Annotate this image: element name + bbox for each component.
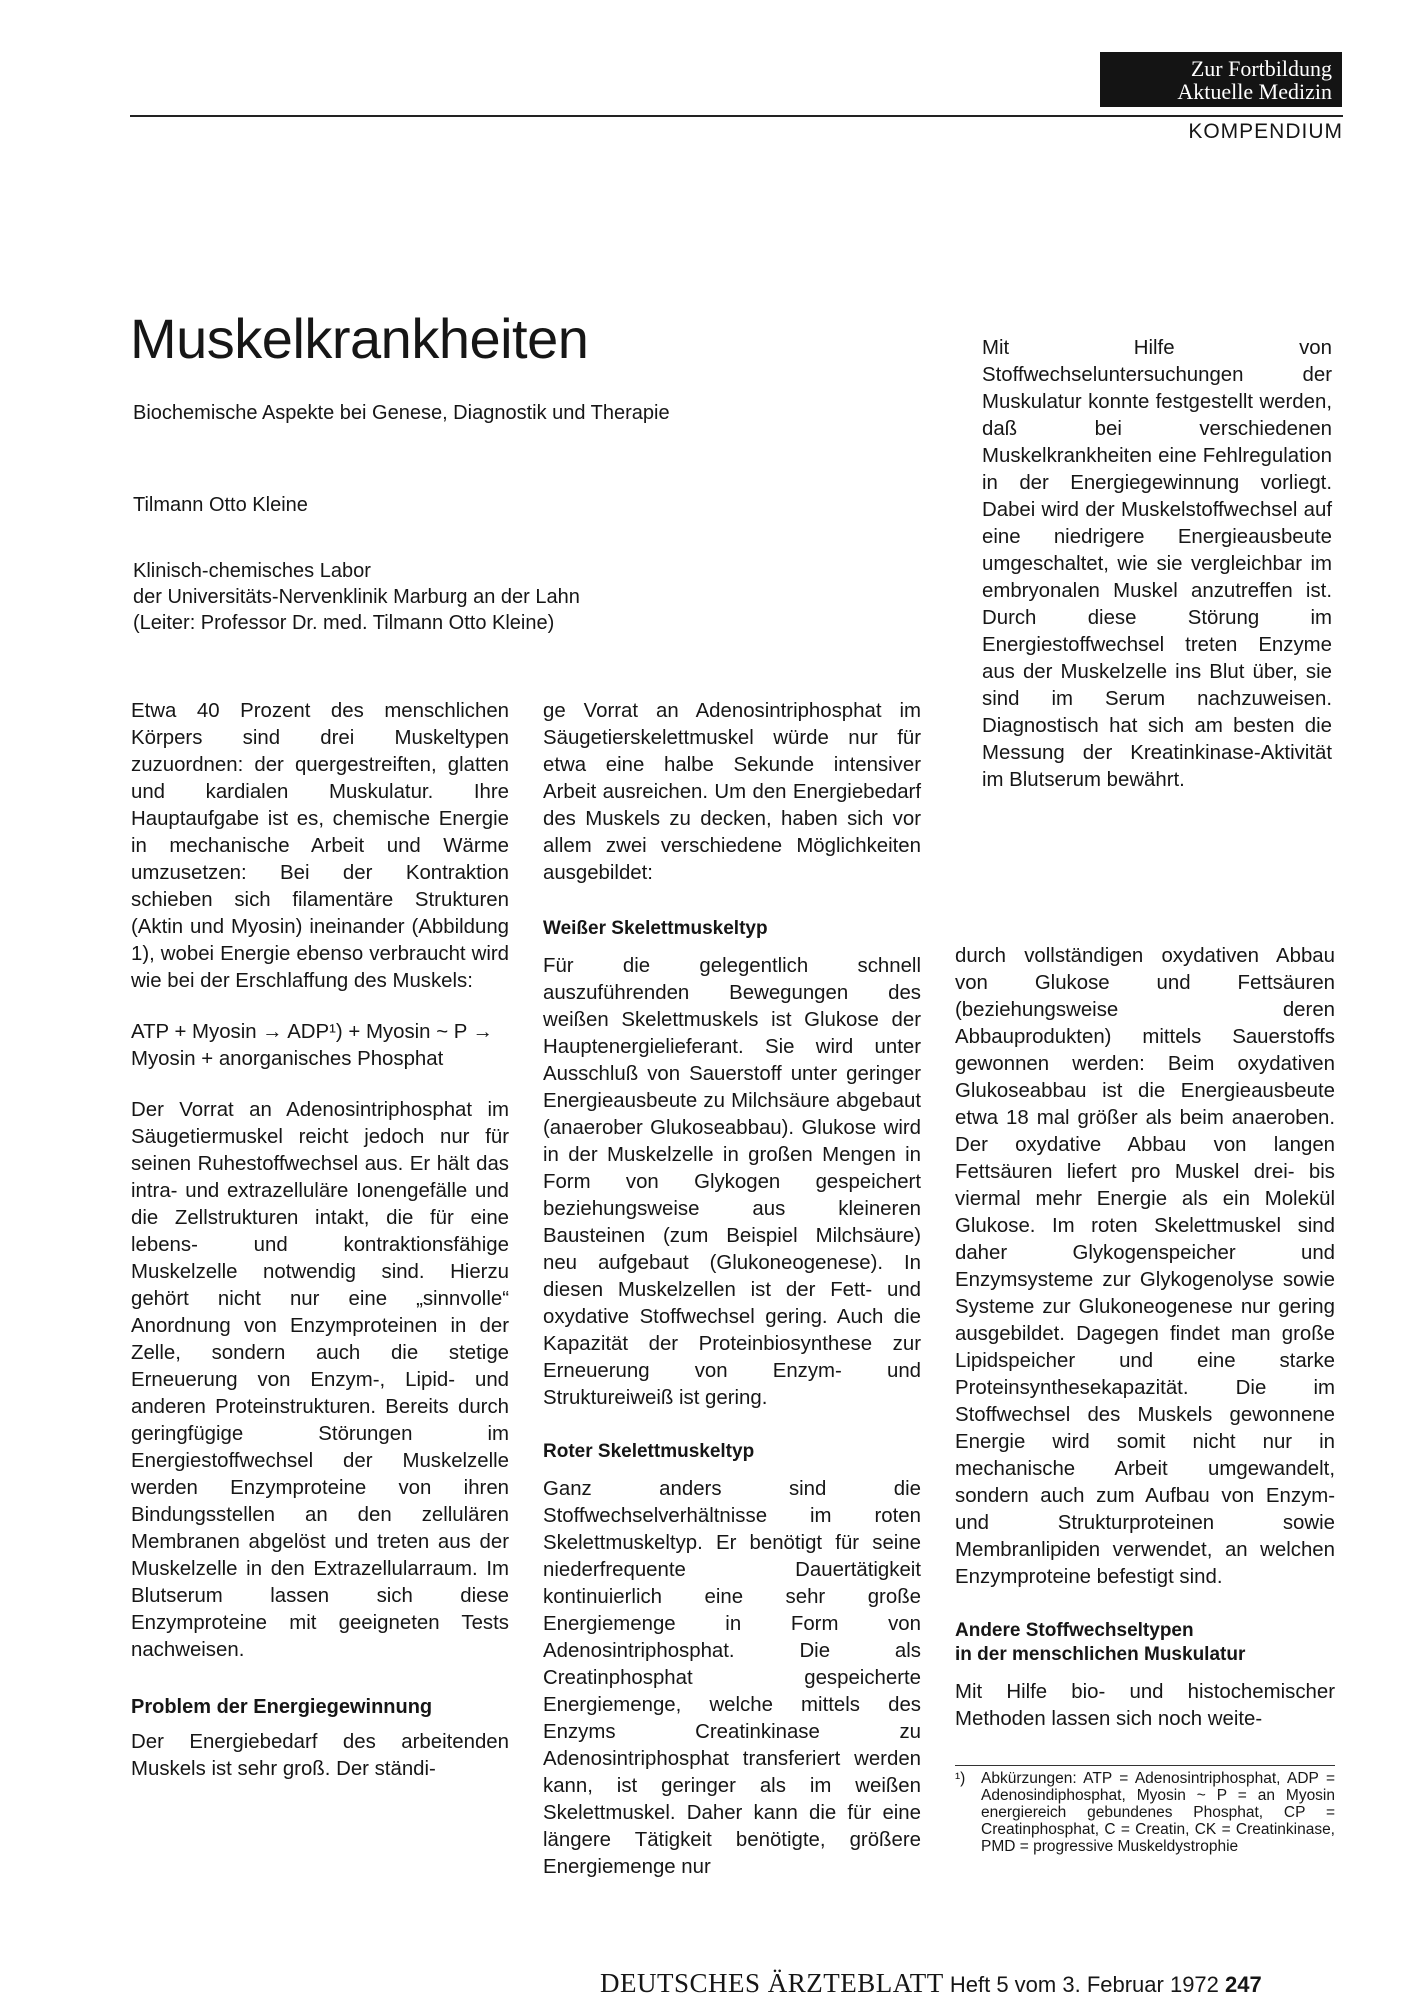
heading-line: in der menschlichen Muskulatur xyxy=(955,1644,1246,1665)
reaction-formula: ATP + Myosin → ADP¹) + Myosin ~ P → Myosin + anorganisches Phosphat xyxy=(131,1021,494,1070)
article-title: Muskelkrankheiten xyxy=(130,307,589,370)
lead-paragraph: Mit Hilfe von Stoffwechseluntersuchungen der Muskulatur konnte festgestellt werden, daß bei verschiedenen Muskelkrankheiten eine Fehlregulation in der Energiegewinnung vorliegt. Dabei wird der Muskelstoffwechsel auf eine niedrigere Energieausbeute umgeschaltet, wie sie vergleichbar im embryonalen Muskel anzutreffen ist. Durch diese Störung im Energiestoffwechsel treten Enzyme aus der Muskelzelle ins Blut über, sie sind im Serum nachzuweisen. Diagnostisch hat sich am besten die Messung der Kreatinkinase-Aktivität im Blutserum bewährt. xyxy=(982,337,1332,791)
section-heading: Weißer Skelettmuskeltyp xyxy=(543,918,768,939)
affiliation-line: (Leiter: Professor Dr. med. Tilmann Otto Kleine) xyxy=(133,612,555,634)
affiliation-line: der Universitäts-Nervenklinik Marburg an der Lahn xyxy=(133,586,580,608)
footnote-rule xyxy=(955,1765,1335,1766)
footnote xyxy=(955,1770,1335,1855)
footnote-mark: ¹) xyxy=(955,1770,966,1787)
text-column-2 xyxy=(543,698,921,1905)
section-heading: Roter Skelettmuskeltyp xyxy=(543,1441,755,1462)
affiliation-line: Klinisch-chemisches Labor xyxy=(133,560,371,582)
body-paragraph: Der Energiebedarf des arbeitenden Muskels ist sehr groß. Der ständi- xyxy=(131,1731,509,1780)
page-number: 247 xyxy=(1225,1972,1262,1997)
issue-info: Heft 5 vom 3. Februar 1972 xyxy=(949,1972,1219,1997)
footnote-text: Abkürzungen: ATP = Adenosintriphosphat, ADP = Adenosindiphosphat, Myosin ~ P = an Myosin energiereich gebundenes Phosphat, CP = Creatinphosphat, C = Creatin, CK = Creatinkinase, PMD = progressive Muskeldystrophie xyxy=(981,1770,1335,1855)
journal-name: DEUTSCHES ÄRZTEBLATT xyxy=(600,1968,944,1998)
body-paragraph: Mit Hilfe bio- und histochemischer Methoden lassen sich noch weite- xyxy=(955,1681,1335,1730)
section-label: KOMPENDIUM xyxy=(1188,120,1343,143)
page-footer xyxy=(600,1968,1345,1999)
header-rule xyxy=(130,115,1343,117)
text-column-3 xyxy=(955,943,1335,1757)
article-author: Tilmann Otto Kleine xyxy=(133,494,308,516)
section-badge xyxy=(1100,52,1342,107)
badge-line-2: Aktuelle Medizin xyxy=(1177,79,1332,104)
body-paragraph: Für die gelegentlich schnell auszuführenden Bewegungen des weißen Skelettmuskels ist Glukose der Hauptenergielieferant. Sie wird unter Ausschluß von Sauerstoff unter geringer Energieausbeute zu Milchsäure abgebaut (anaerober Glukoseabbau). Glukose wird in der Muskelzelle in großen Mengen in Form von Glykogen gespeichert beziehungsweise aus kleineren Bausteinen (zum Beispiel Milchsäure) neu aufgebaut (Glukoneogenese). In diesen Muskelzellen ist der Fett- und oxydative Stoffwechsel gering. Auch die Kapazität der Proteinbiosynthese zur Erneuerung von Enzym- und Struktureiweiß ist gering. xyxy=(543,955,921,1409)
body-paragraph: Ganz anders sind die Stoffwechselverhältnisse im roten Skelettmuskeltyp. Er benötigt für seine niederfrequente Dauertätigkeit kontinuierlich eine sehr große Energiemenge in Form von Adenosintriphosphat. Die als Creatinphosphat gespeicherte Energiemenge, welche mittels des Enzyms Creatinkinase zu Adenosintriphosphat transferiert werden kann, ist geringer als im weißen Skelettmuskel. Daher kann die für eine längere Tätigkeit benötigte, größere Energiemenge nur xyxy=(543,1478,921,1878)
text-column-1 xyxy=(131,698,509,1807)
section-heading xyxy=(955,1619,1335,1667)
body-paragraph: Etwa 40 Prozent des menschlichen Körpers sind drei Muskeltypen zuzuordnen: der quergestreiften, glatten und kardialen Muskulatur. Ihre Hauptaufgabe ist es, chemische Energie in mechanische Arbeit und Wärme umzusetzen: Bei der Kontraktion schieben sich filamentäre Strukturen (Aktin und Myosin) ineinander (Abbildung 1), wobei Energie ebenso verbraucht wird wie bei der Erschlaffung des Muskels: xyxy=(131,700,509,992)
lead-summary xyxy=(982,335,1332,818)
author-affiliation xyxy=(133,558,580,636)
badge-line-1: Zur Fortbildung xyxy=(1190,56,1332,81)
body-paragraph: durch vollständigen oxydativen Abbau von Glukose und Fettsäuren (beziehungsweise deren Abbauprodukten) mittels Sauerstoffs gewonnen werden: Beim oxydativen Glukoseabbau ist die Energieausbeute etwa 18 mal größer als beim anaeroben. Der oxydative Abbau von langen Fettsäuren liefert pro Muskel drei- bis viermal mehr Energie als ein Molekül Glukose. Im roten Skelettmuskel sind daher Glykogenspeicher und Enzymsysteme zur Glykogenolyse sowie Systeme zur Glukoneogenese nur gering ausgebildet. Dagegen findet man große Lipidspeicher und eine starke Proteinsynthesekapazität. Die im Stoffwechsel des Muskels gewonnene Energie wird somit nicht nur in mechanische Arbeit umgewandelt, sondern auch zum Aufbau von Enzym- und Strukturproteinen sowie Membranlipiden verwendet, an welchen Enzymproteine befestigt sind. xyxy=(955,945,1335,1588)
body-paragraph: Der Vorrat an Adenosintriphosphat im Säugetiermuskel reicht jedoch nur für seinen Ruhestoffwechsel aus. Er hält das intra- und extrazelluläre Ionengefälle und die Zellstrukturen intakt, die für eine lebens- und kontraktionsfähige Muskelzelle notwendig sind. Hierzu gehört nicht nur eine „sinnvolle“ Anordnung von Enzymproteinen in der Zelle, sondern auch die stetige Erneuerung von Enzym-, Lipid- und anderen Proteinstrukturen. Bereits durch geringfügige Störungen im Energiestoffwechsel der Muskelzelle werden Enzymproteine von ihren Bindungsstellen an den zellulären Membranen abgelöst und treten aus der Muskelzelle in den Extrazellularraum. Im Blutserum lassen sich diese Enzymproteine mit geeigneten Tests nachweisen. xyxy=(131,1099,509,1661)
section-heading: Problem der Energiegewinnung xyxy=(131,1696,433,1718)
heading-line: Andere Stoffwechseltypen xyxy=(955,1620,1194,1641)
article-subtitle: Biochemische Aspekte bei Genese, Diagnostik und Therapie xyxy=(133,402,670,424)
body-paragraph: ge Vorrat an Adenosintriphosphat im Säugetierskelettmuskel würde nur für etwa eine halbe Sekunde intensiver Arbeit ausreichen. Um den Energiebedarf des Muskels zu decken, haben sich vor allem zwei verschiedene Möglichkeiten ausgebildet: xyxy=(543,700,921,884)
